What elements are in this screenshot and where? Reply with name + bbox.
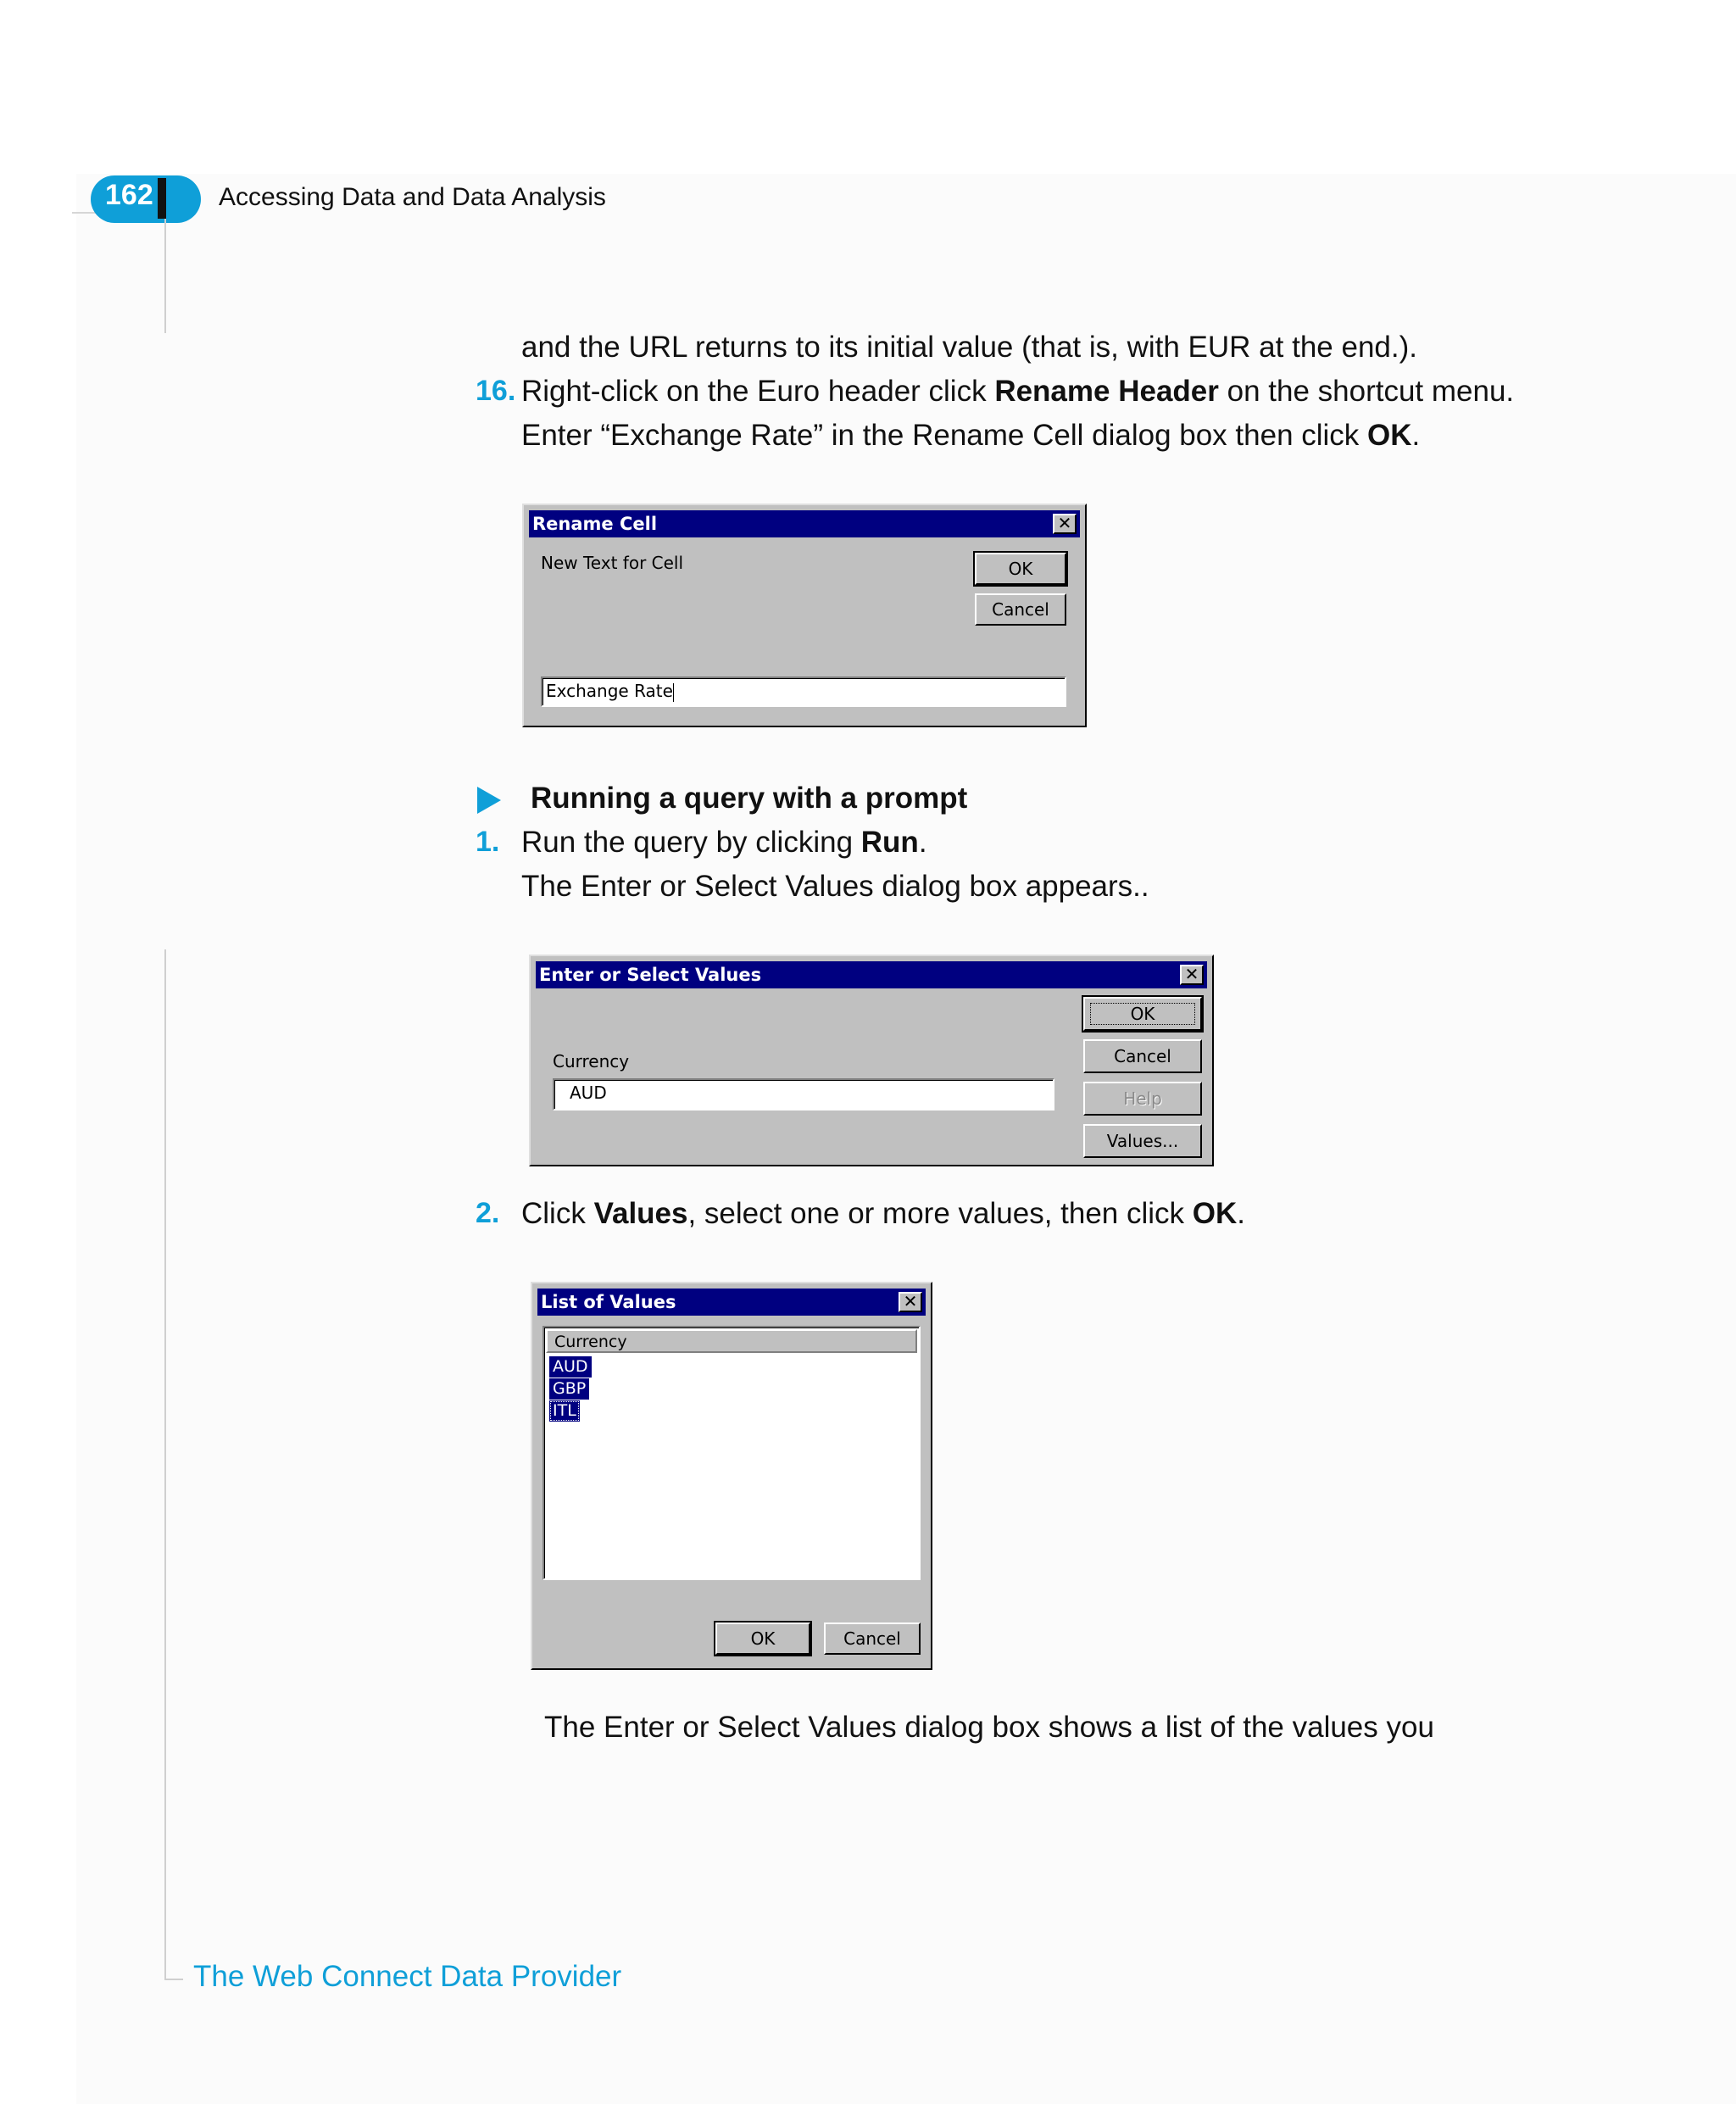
text-run: Enter “Exchange Rate” in the Rename Cell dialog box then click (521, 419, 1368, 452)
close-icon[interactable]: ✕ (1180, 965, 1204, 985)
list-item[interactable]: ITL (549, 1400, 580, 1422)
continued-line: and the URL returns to its initial value (that is, with EUR at the end.). (521, 331, 1417, 364)
cancel-label: Cancel (1114, 1046, 1171, 1066)
text-run: . (918, 826, 927, 859)
currency-column-header[interactable]: Currency (546, 1329, 917, 1353)
page-number-bar (158, 178, 166, 219)
list-of-values-dialog (531, 1282, 932, 1670)
section-heading: Running a query with a prompt (531, 782, 968, 815)
close-icon[interactable]: ✕ (899, 1292, 922, 1312)
text-run: , select one or more values, then click (687, 1197, 1193, 1230)
footer-rule (164, 1979, 183, 1980)
rename-cell-dialog (522, 504, 1087, 727)
bold-run: Rename Header (994, 375, 1219, 408)
text-run: . (1237, 1197, 1245, 1230)
values-label: Values... (1106, 1131, 1179, 1151)
bold-run: OK (1192, 1197, 1238, 1230)
text-run: Click (521, 1197, 594, 1230)
ok-button[interactable] (975, 553, 1066, 585)
page-number: 162 (105, 179, 153, 211)
values-listbox[interactable] (542, 1326, 921, 1580)
bold-run: OK (1367, 419, 1412, 452)
cancel-button[interactable] (975, 593, 1066, 626)
currency-label: Currency (553, 1051, 630, 1071)
bold-run: Run (860, 826, 919, 859)
new-text-label: New Text for Cell (541, 553, 684, 573)
help-label: Help (1123, 1088, 1162, 1109)
text-caret (673, 683, 674, 702)
cancel-button[interactable] (824, 1623, 921, 1655)
help-button[interactable] (1083, 1082, 1202, 1116)
ok-button[interactable] (1083, 997, 1202, 1031)
step-number-1: 1. (476, 826, 500, 858)
text-run: Run the query by clicking (521, 826, 861, 859)
dialog-titlebar (537, 1289, 926, 1316)
new-text-input[interactable] (541, 676, 1066, 707)
step-16-line-2 (521, 419, 1420, 453)
dialog-title: Rename Cell (532, 514, 658, 534)
footer-title: The Web Connect Data Provider (193, 1960, 622, 1993)
dialog-titlebar (536, 961, 1207, 988)
closing-line: The Enter or Select Values dialog box shows a list of the values you (544, 1711, 1434, 1744)
list-item[interactable]: GBP (549, 1378, 589, 1400)
list-item[interactable]: AUD (549, 1356, 592, 1378)
margin-line-bottom (164, 949, 166, 1980)
cancel-button[interactable] (1083, 1039, 1202, 1073)
text-run: . (1411, 419, 1421, 452)
values-button[interactable] (1083, 1124, 1202, 1158)
cancel-label: Cancel (992, 599, 1049, 620)
ok-label: OK (1008, 559, 1033, 579)
ok-button[interactable] (715, 1623, 810, 1655)
ok-label: OK (1130, 1004, 1155, 1024)
step-2-line (521, 1197, 1245, 1231)
cancel-label: Cancel (843, 1628, 901, 1649)
text-run: on the shortcut menu. (1218, 375, 1515, 408)
triangle-bullet-icon (477, 787, 501, 814)
dialog-title: Enter or Select Values (539, 965, 762, 985)
step-number-16: 16. (476, 375, 516, 407)
chapter-title: Accessing Data and Data Analysis (219, 183, 606, 211)
dialog-titlebar (529, 510, 1080, 537)
enter-select-values-dialog (529, 955, 1214, 1166)
text-run: Right-click on the Euro header click (521, 375, 995, 408)
bold-run: Values (593, 1197, 688, 1230)
currency-input[interactable]: AUD (553, 1078, 1054, 1110)
close-icon[interactable]: ✕ (1053, 514, 1077, 534)
ok-label: OK (750, 1628, 776, 1649)
step-1-line-1 (521, 826, 927, 860)
margin-line-top (164, 219, 166, 333)
dialog-title: List of Values (541, 1292, 676, 1312)
step-16-line-1 (521, 375, 1514, 409)
input-value: Exchange Rate (546, 681, 673, 701)
step-number-2: 2. (476, 1197, 500, 1229)
step-1-line-2: The Enter or Select Values dialog box appears.. (521, 870, 1149, 903)
